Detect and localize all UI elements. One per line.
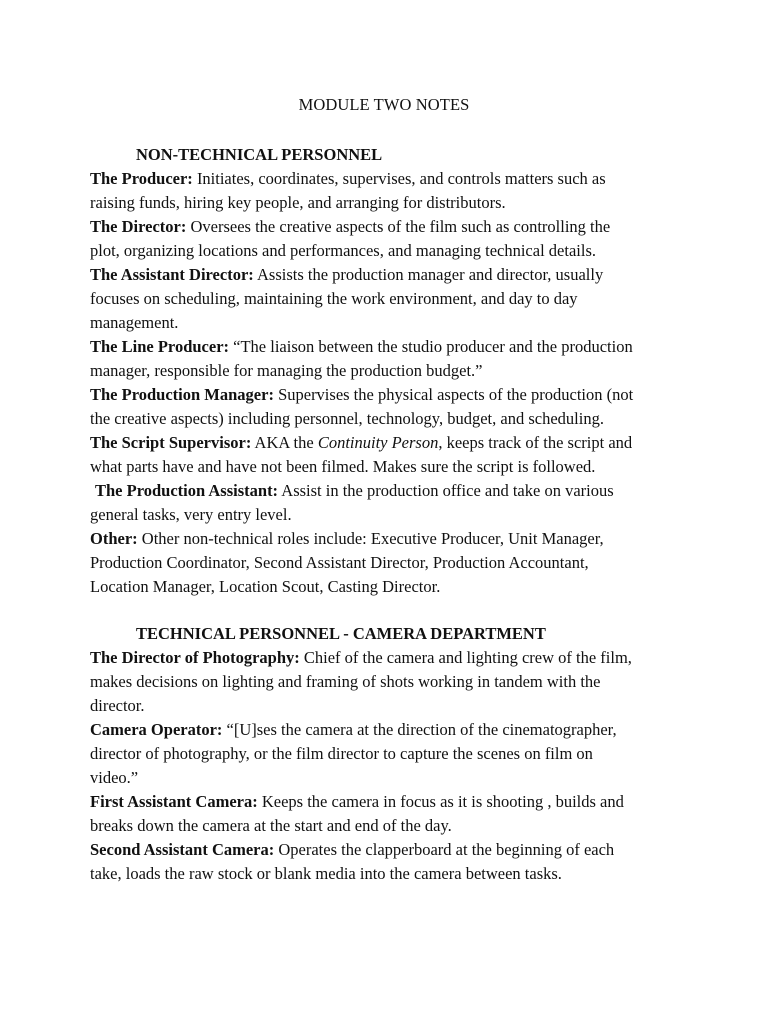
- entry-line: video.”: [90, 768, 139, 787]
- entry-term: The Assistant Director:: [90, 265, 254, 284]
- entry-line: makes decisions on lighting and framing of shots working in tandem with the: [90, 672, 601, 691]
- entry-camera-operator: [90, 718, 690, 790]
- entry-line: [90, 790, 690, 814]
- entry-line: manager, responsible for managing the production budget.”: [90, 361, 483, 380]
- entry-line: management.: [90, 313, 179, 332]
- entry-line: focuses on scheduling, maintaining the work environment, and day to day: [90, 289, 578, 308]
- entry-term: The Producer:: [90, 169, 193, 188]
- entry-production-manager: [90, 383, 690, 431]
- entry-term: Camera Operator:: [90, 720, 223, 739]
- entry-line: [90, 479, 690, 503]
- entry-line: plot, organizing locations and performances, and managing technical details.: [90, 241, 596, 260]
- entry-text: Oversees the creative aspects of the film such as controlling the: [186, 217, 611, 236]
- entry-script-supervisor: [90, 431, 690, 479]
- entry-line: [90, 335, 690, 359]
- section-non-technical-personnel: [90, 143, 690, 599]
- entry-second-assistant-camera: [90, 838, 690, 886]
- entry-line: Production Coordinator, Second Assistant Director, Production Accountant,: [90, 553, 589, 572]
- entry-term: The Line Producer:: [90, 337, 230, 356]
- entry-list: [90, 167, 690, 599]
- entry-italic-term: Continuity Person: [317, 433, 439, 452]
- entry-term: The Director:: [90, 217, 187, 236]
- entry-first-assistant-camera: [90, 790, 690, 838]
- entry-production-assistant: [90, 479, 690, 527]
- entry-line: take, loads the raw stock or blank media into the camera between tasks.: [90, 864, 562, 883]
- entry-director: [90, 215, 690, 263]
- entry-text: Supervises the physical aspects of the production (not: [273, 385, 634, 404]
- section-heading: TECHNICAL PERSONNEL - CAMERA DEPARTMENT: [136, 624, 546, 643]
- entry-text: Other non-technical roles include: Executive Producer, Unit Manager,: [137, 529, 604, 548]
- entry-term: First Assistant Camera:: [90, 792, 258, 811]
- entry-line: what parts have and have not been filmed. Makes sure the script is followed.: [90, 457, 596, 476]
- entry-term: The Production Manager:: [90, 385, 274, 404]
- entry-text: Assist in the production office and take on various: [278, 481, 614, 500]
- entry-line: general tasks, very entry level.: [90, 505, 292, 524]
- entry-text: Operates the clapperboard at the beginning of each: [274, 840, 615, 859]
- entry-assistant-director: [90, 263, 690, 335]
- entry-line: [90, 383, 690, 407]
- entry-line: [90, 263, 690, 287]
- entry-line: [90, 646, 690, 670]
- entry-text: Keeps the camera in focus as it is shooting , builds and: [257, 792, 624, 811]
- entry-line: Location Manager, Location Scout, Casting Director.: [90, 577, 441, 596]
- entry-line-producer: [90, 335, 690, 383]
- section-technical-personnel-camera: [90, 622, 690, 886]
- entry-term: The Production Assistant:: [95, 481, 279, 500]
- entry-line: director of photography, or the film director to capture the scenes on film on: [90, 744, 593, 763]
- section-heading: NON-TECHNICAL PERSONNEL: [136, 145, 383, 164]
- entry-term: Other:: [90, 529, 138, 548]
- entry-text: Initiates, coordinates, supervises, and controls matters such as: [192, 169, 606, 188]
- entry-line: raising funds, hiring key people, and arranging for distributors.: [90, 193, 506, 212]
- entry-term: Second Assistant Camera:: [90, 840, 275, 859]
- entry-line: [90, 527, 690, 551]
- entry-line: the creative aspects) including personnel, technology, budget, and scheduling.: [90, 409, 604, 428]
- entry-text: , keeps track of the script and: [438, 433, 633, 452]
- entry-line: [90, 431, 690, 455]
- document-title: MODULE TWO NOTES: [298, 95, 470, 114]
- entry-line: director.: [90, 696, 145, 715]
- entry-line: breaks down the camera at the start and end of the day.: [90, 816, 452, 835]
- entry-producer: [90, 167, 690, 215]
- entry-list: [90, 646, 690, 886]
- entry-text: Assists the production manager and director, usually: [253, 265, 604, 284]
- entry-text: AKA the: [251, 433, 318, 452]
- entry-director-of-photography: [90, 646, 690, 718]
- entry-term: The Script Supervisor:: [90, 433, 252, 452]
- entry-text: “[U]ses the camera at the direction of the cinematographer,: [222, 720, 617, 739]
- entry-text: “The liaison between the studio producer and the production: [229, 337, 633, 356]
- entry-line: [90, 167, 690, 191]
- entry-text: Chief of the camera and lighting crew of the film,: [299, 648, 632, 667]
- entry-line: [90, 215, 690, 239]
- entry-other: [90, 527, 690, 599]
- entry-line: [90, 718, 690, 742]
- entry-term: The Director of Photography:: [90, 648, 300, 667]
- entry-line: [90, 838, 690, 862]
